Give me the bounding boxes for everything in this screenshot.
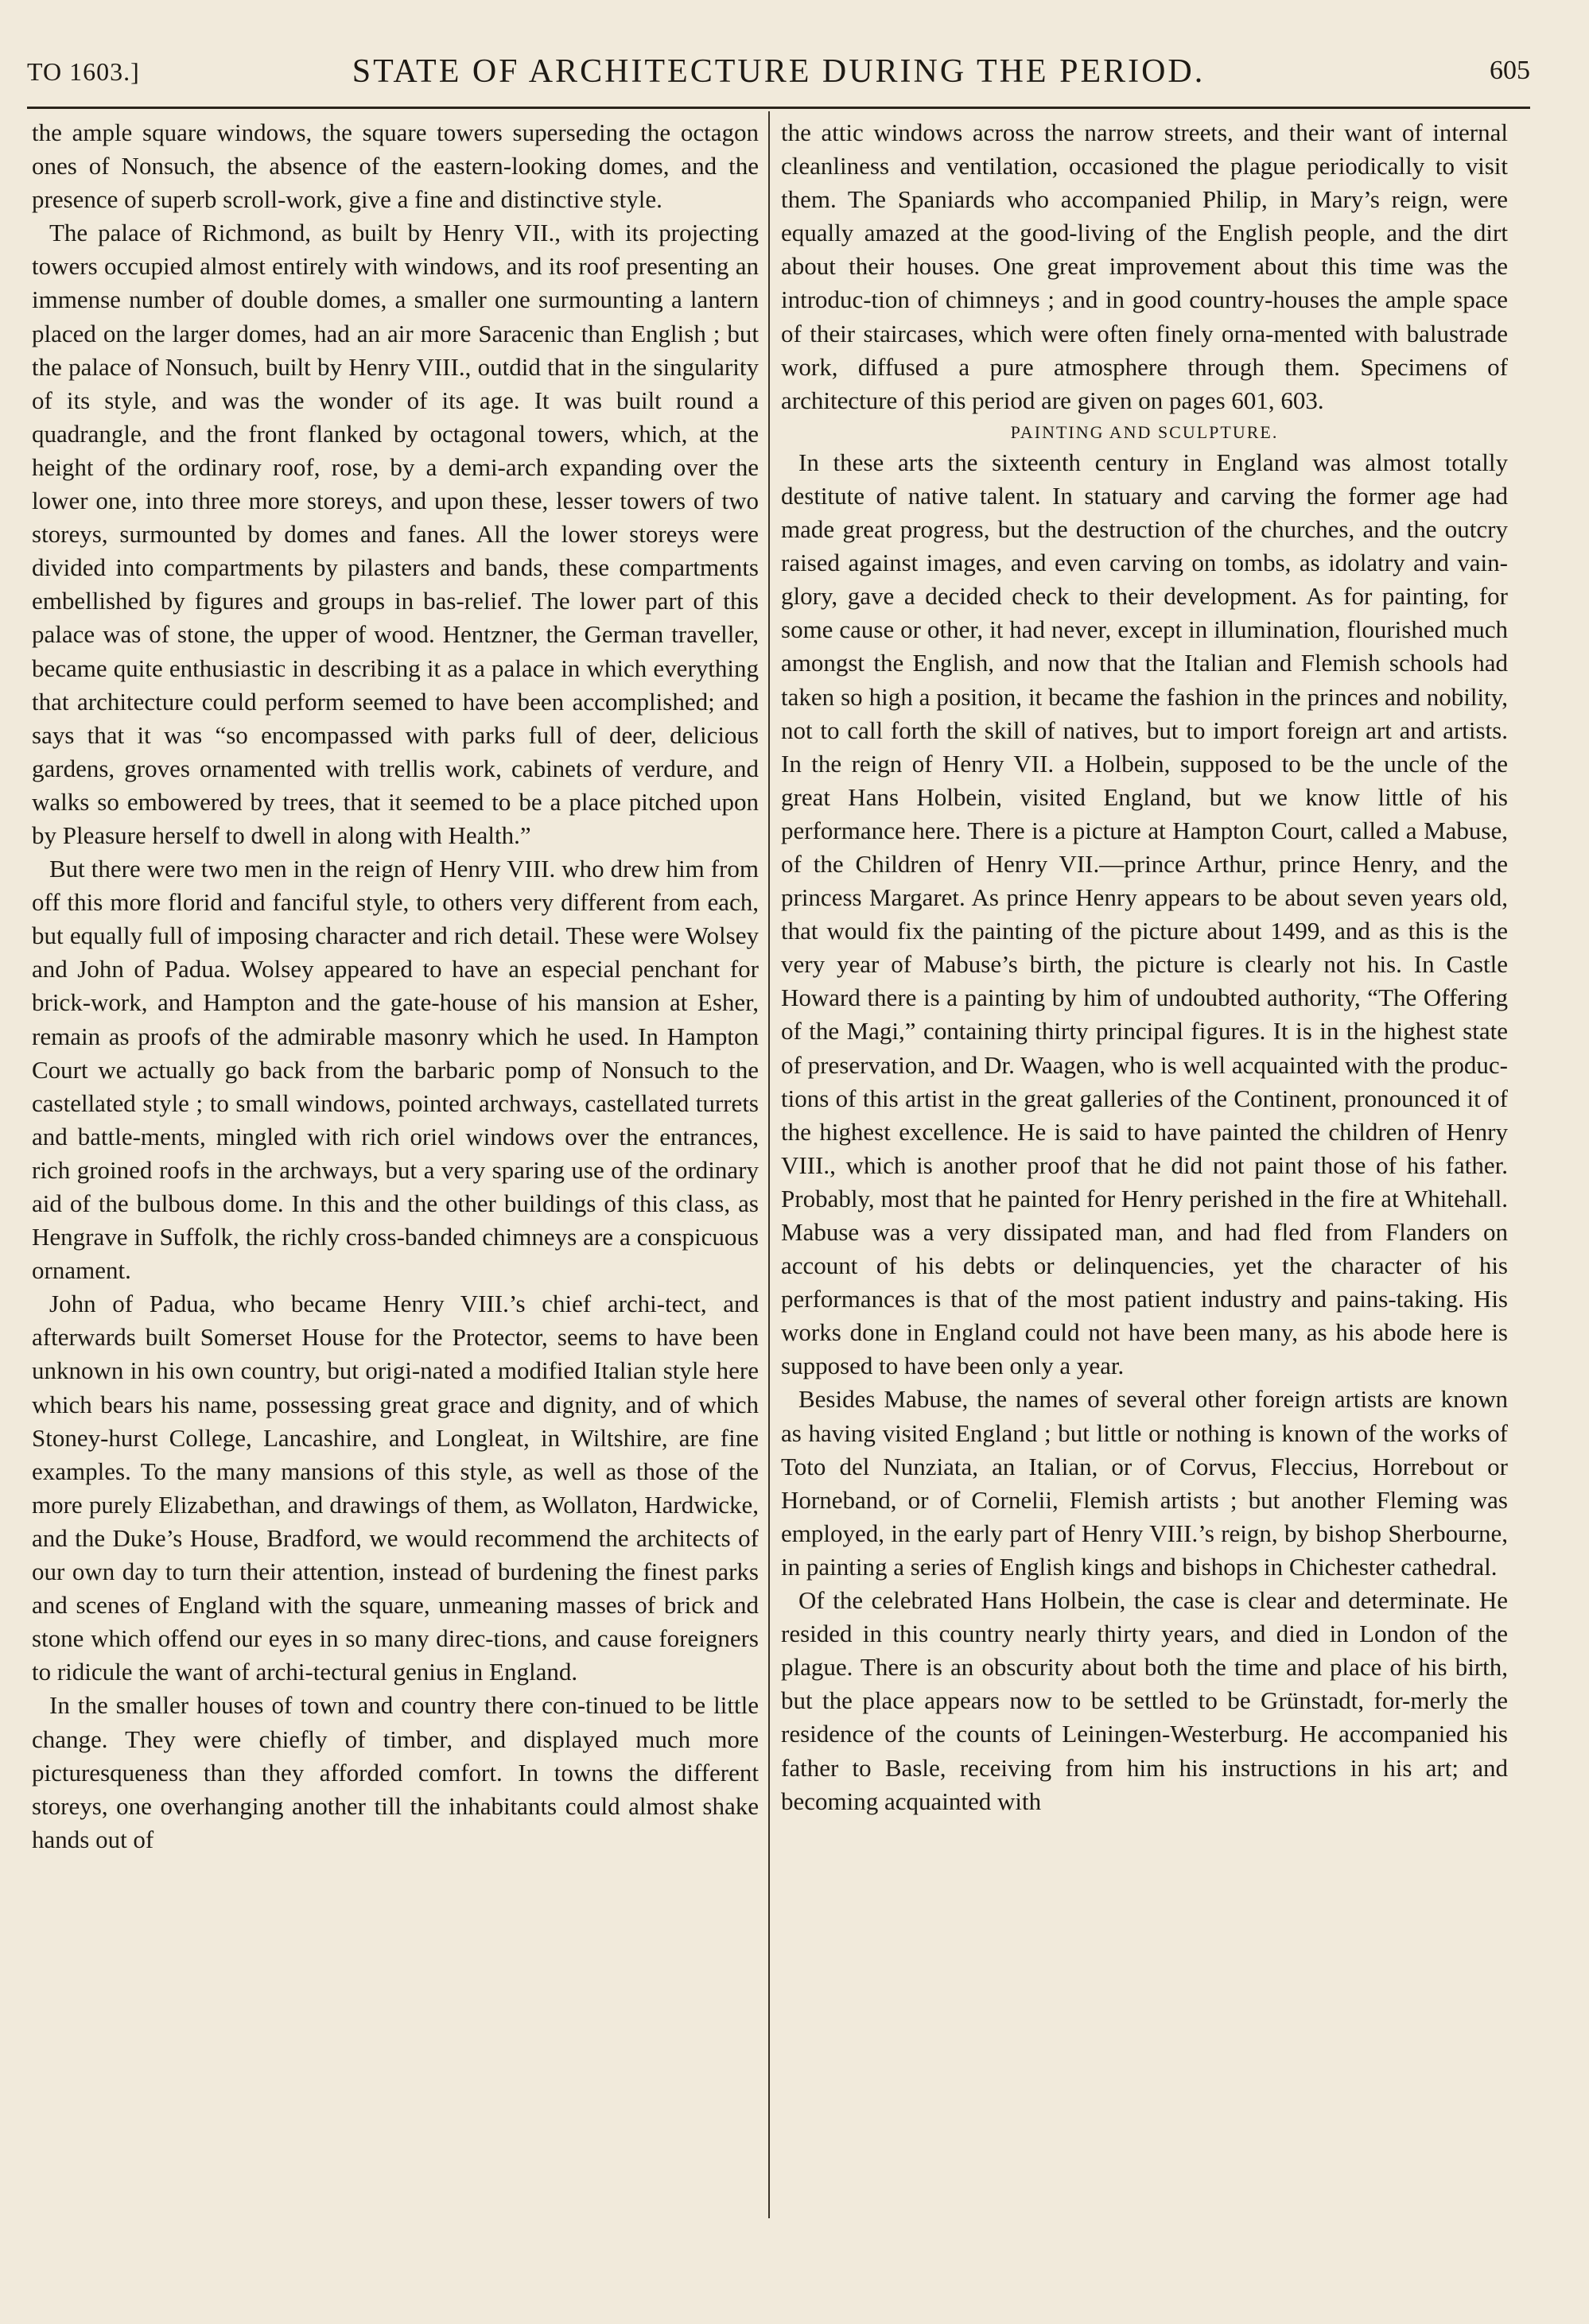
paragraph: Of the celebrated Hans Holbein, the case is clear and determinate. He resided in this country nearly thirty years, and died in London of the plague. There is an obscurity about both the time and place of his birth, but the place appears now to be settled to be Grünstadt, for-merly the residence of the counts of Leiningen-Westerburg. He accompanied his father to Basle, receiving from him his instructions in his art; and becoming acquainted with (781, 1586, 1508, 1815)
paragraph: Besides Mabuse, the names of several other foreign artists are known as having visited England ; but little or nothing is known of the works of Toto del Nunziata, an Italian, or of Corvus, Fleccius, Horrebout or Horneband, or of Cornelii, Flemish artists ; but another Fleming was employed, in the early part of Henry VIII.’s reign, by bishop Sherbourne, in painting a series of English kings and bishops in Chichester cathedral. (781, 1385, 1508, 1581)
column-divider (768, 111, 770, 2218)
paragraph: In these arts the sixteenth century in England was almost totally destitute of native talent. In statuary and carving the former age had made great progress, but the destruction of the churches, and the outcry raised against images, and even carving on tombs, as idolatry and vain-glory, gave a decided check to their development. As for painting, for some cause or other, it had never, except in illumination, flourished much amongst the English, and now that the Italian and Flemish schools had taken so high a position, it became the fashion in the princes and nobility, not to call forth the skill of natives, but to import foreign art and artists. In the reign of Henry VII. a Holbein, supposed to be the uncle of the great Hans Holbein, visited England, but we know little of his performance here. There is a picture at Hampton Court, called a Mabuse, of the Children of Henry VII.—prince Arthur, prince Henry, and the princess Margaret. As prince Henry appears to be about seven years old, that would fix the painting of the picture about 1499, and as this is the very year of Mabuse’s birth, the picture is clearly not his. In Castle Howard there is a painting by him of undoubted authority, “The Offering of the Magi,” containing thirty principal figures. It is in the highest state of preservation, and Dr. Waagen, who is well acquainted with the produc-tions of this artist in the great galleries of the Continent, pronounced it of the highest excellence. He is said to have painted the children of Henry VIII., which is another proof that he did not paint those of his father. Probably, most that he painted for Henry perished in the fire at Whitehall. Mabuse was a very dissipated man, and had fled from Flanders on account of his debts or delinquencies, yet the character of his performances is that of the most patient industry and pains-taking. His works done in England could not have been many, as his abode here is supposed to have been only a year. (781, 448, 1508, 1380)
header-rule (27, 107, 1530, 109)
paragraph: In the smaller houses of town and country there con-tinued to be little change. They were chiefly of timber, and displayed much more picturesqueness than they afforded comfort. In towns the different storeys, one overhanging another till the inhabitants could almost shake hands out of (32, 1691, 759, 1853)
section-heading: PAINTING AND SCULPTURE. (1010, 421, 1279, 442)
header-title: STATE OF ARCHITECTURE DURING THE PERIOD. (352, 53, 1206, 90)
page-number: 605 (1490, 56, 1530, 85)
left-column (32, 116, 759, 1856)
page-header (27, 52, 1530, 95)
paragraph: the attic windows across the narrow streets, and their want of internal cleanliness and ventilation, occasioned the plague periodically to visit them. The Spaniards who accompanied Philip, in Mary’s reign, were equally amazed at the good-living of the English people, and the dirt about their houses. One great improvement about this time was the introduc-tion of chimneys ; and in good country-houses the ample space of their staircases, which were often finely orna-mented with balustrade work, diffused a pure atmosphere through them. Specimens of architecture of this period are given on pages 601, 603. (781, 118, 1508, 414)
header-date-range: TO 1603.] (27, 57, 140, 86)
paragraph: The palace of Richmond, as built by Henry VII., with its projecting towers occupied almost entirely with windows, and its roof presenting an immense number of double domes, a smaller one surmounting a lantern placed on the larger domes, had an air more Saracenic than English ; but the palace of Nonsuch, built by Henry VIII., outdid that in the singularity of its style, and was the wonder of its age. It was built round a quadrangle, and the front flanked by octagonal towers, which, at the height of the ordinary roof, rose, by a demi-arch expanding over the lower one, into three more storeys, and upon these, lesser towers of two storeys, surmounted by domes and fanes. All the lower storeys were divided into compartments by pilasters and bands, these compartments embellished by figures and groups in bas-relief. The lower part of this palace was of stone, the upper of wood. Hentzner, the German traveller, became quite enthusiastic in describing it as a palace in which everything that architecture could perform seemed to have been accomplished; and says that it was “so encompassed with parks full of deer, delicious gardens, groves ornamented with trellis work, cabinets of verdure, and walks so embowered by trees, that it seemed to be a place pitched upon by Pleasure herself to dwell in along with Health.” (32, 219, 759, 849)
paragraph: John of Padua, who became Henry VIII.’s chief archi-tect, and afterwards built Somerset House for the Protector, seems to have been unknown in his own country, but origi-nated a modified Italian style here which bears his name, possessing great grace and dignity, and of which Stoney-hurst College, Lancashire, and Longleat, in Wiltshire, are fine examples. To the many mansions of this style, as well as those of the more purely Elizabethan, and drawings of them, as Wollaton, Hardwicke, and the Duke’s House, Bradford, we would recommend the architects of our own day to turn their attention, instead of burdening the finest parks and scenes of England with the square, unmeaning masses of brick and stone which offend our eyes in so many direc-tions, and cause foreigners to ridicule the want of archi-tectural genius in England. (32, 1290, 759, 1686)
right-column (781, 116, 1508, 1818)
paragraph: But there were two men in the reign of Henry VIII. who drew him from off this more florid and fanciful style, to others very different from each, but equally full of imposing character and rich detail. These were Wolsey and John of Padua. Wolsey appeared to have an especial penchant for brick-work, and Hampton and the gate-house of his mansion at Esher, remain as proofs of the admirable masonry which he used. In Hampton Court we actually go back from the barbaric pomp of Nonsuch to the castellated style ; to small windows, pointed archways, castellated turrets and battle-ments, mingled with rich oriel windows over the entrances, rich groined roofs in the archways, but a very sparing use of the ordinary aid of the bulbous dome. In this and the other buildings of this class, as Hengrave in Suffolk, the richly cross-banded chimneys are a conspicuous ornament. (32, 855, 759, 1285)
paragraph: the ample square windows, the square towers superseding the octagon ones of Nonsuch, the absence of the eastern-looking domes, and the presence of superb scroll-work, give a fine and distinctive style. (32, 118, 759, 214)
